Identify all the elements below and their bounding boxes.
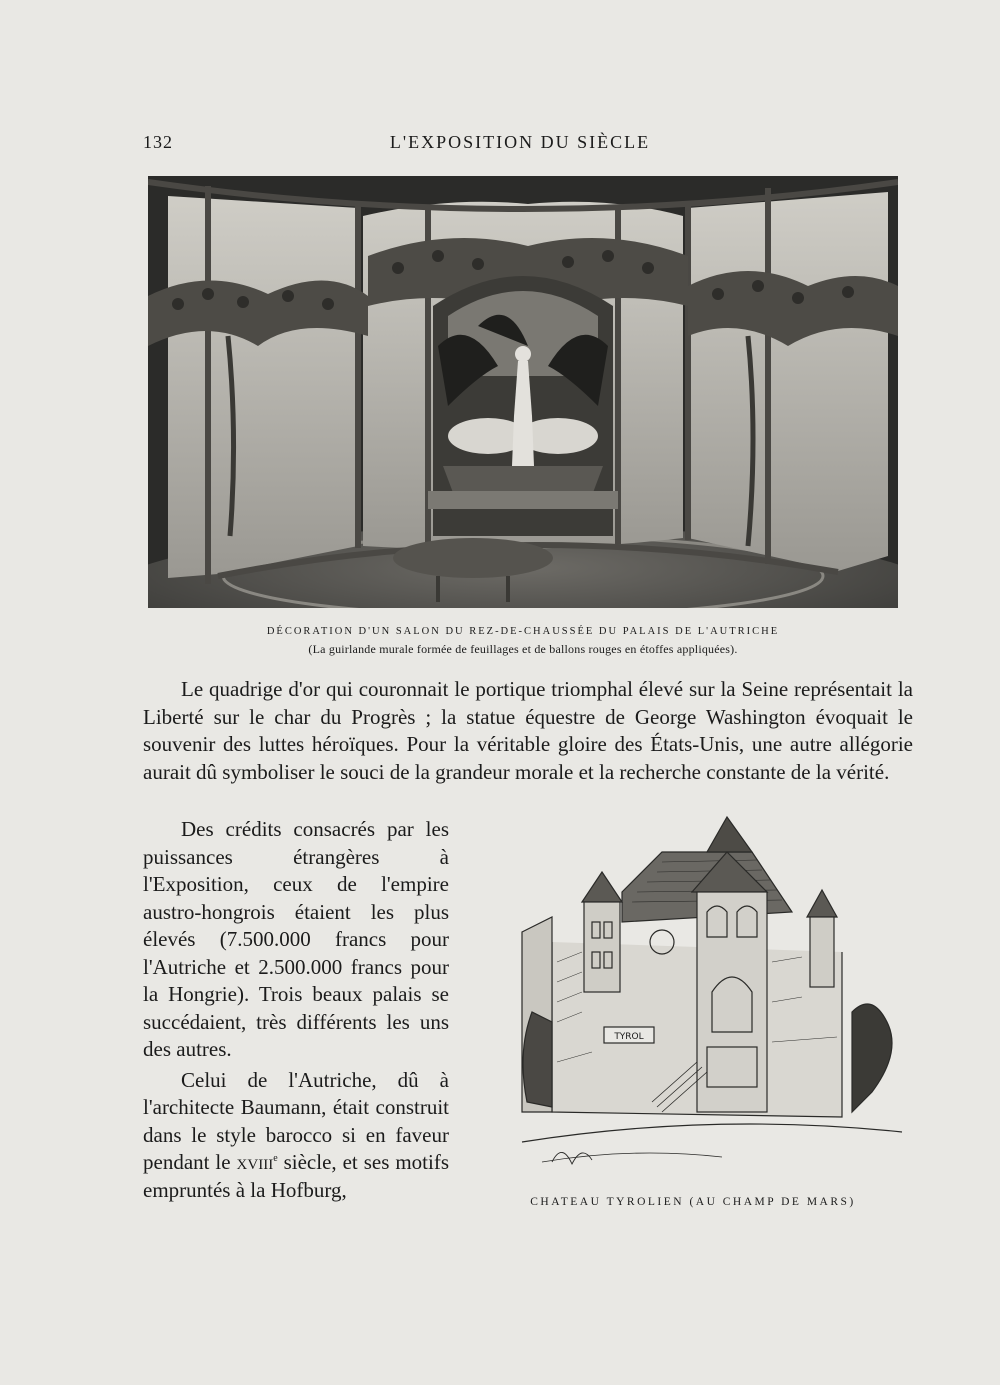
tyrolean-chateau-drawing [512,812,912,1192]
paragraph-1-text: Le quadrige d'or qui couronnait le portique triomphal élevé sur la Seine représentait la Liberté sur le char du Progrès ; la statue équestre de George Washington évoquait le souvenir des luttes héroïques. Pour la véritable gloire des États-Unis, une autre allégorie aurait dû symboliser le souci de la grandeur morale et la recherche constante de la vérité. [143,677,913,784]
century-numeral: xviii [236,1150,274,1174]
salon-photograph [148,176,898,608]
paragraph-2 [143,816,449,1064]
paragraph-2-text: Des crédits consacrés par les puissances étrangères à l'Exposition, ceux de l'empire austro-hongrois étaient les plus élevés (7.500.000 francs pour l'Autriche et 2.500.000 francs pour la Hongrie). Trois beaux palais se succédaient, très différents les uns des autres. [143,817,449,1061]
drawing-caption: CHATEAU TYROLIEN (AU CHAMP DE MARS) [530,1196,856,1208]
text-column [143,788,449,1207]
photo-caption-note: (La guirlande murale formée de feuillages et de ballons rouges en étoffes appliquées). [308,642,738,656]
century-superscript: e [273,1153,278,1164]
paragraph-3 [143,1067,449,1205]
page-number: 132 [143,132,173,152]
running-head: L'EXPOSITION DU SIÈCLE [389,132,651,152]
paragraph-1 [143,676,913,786]
paragraph-3-start: Celui de l'Autriche, dû à l'architecte Baumann, était construit dans le style barocco si en faveur pendant le [143,1067,449,1174]
photo-caption-title: DÉCORATION D'UN SALON DU REZ-DE-CHAUSSÉE DU PALAIS DE L'AUTRICHE [266,626,780,637]
paragraph-3-end: siècle, et ses motifs empruntés à la Hofburg, [143,1150,450,1202]
tyrol-sign: TYROL [614,1032,644,1042]
